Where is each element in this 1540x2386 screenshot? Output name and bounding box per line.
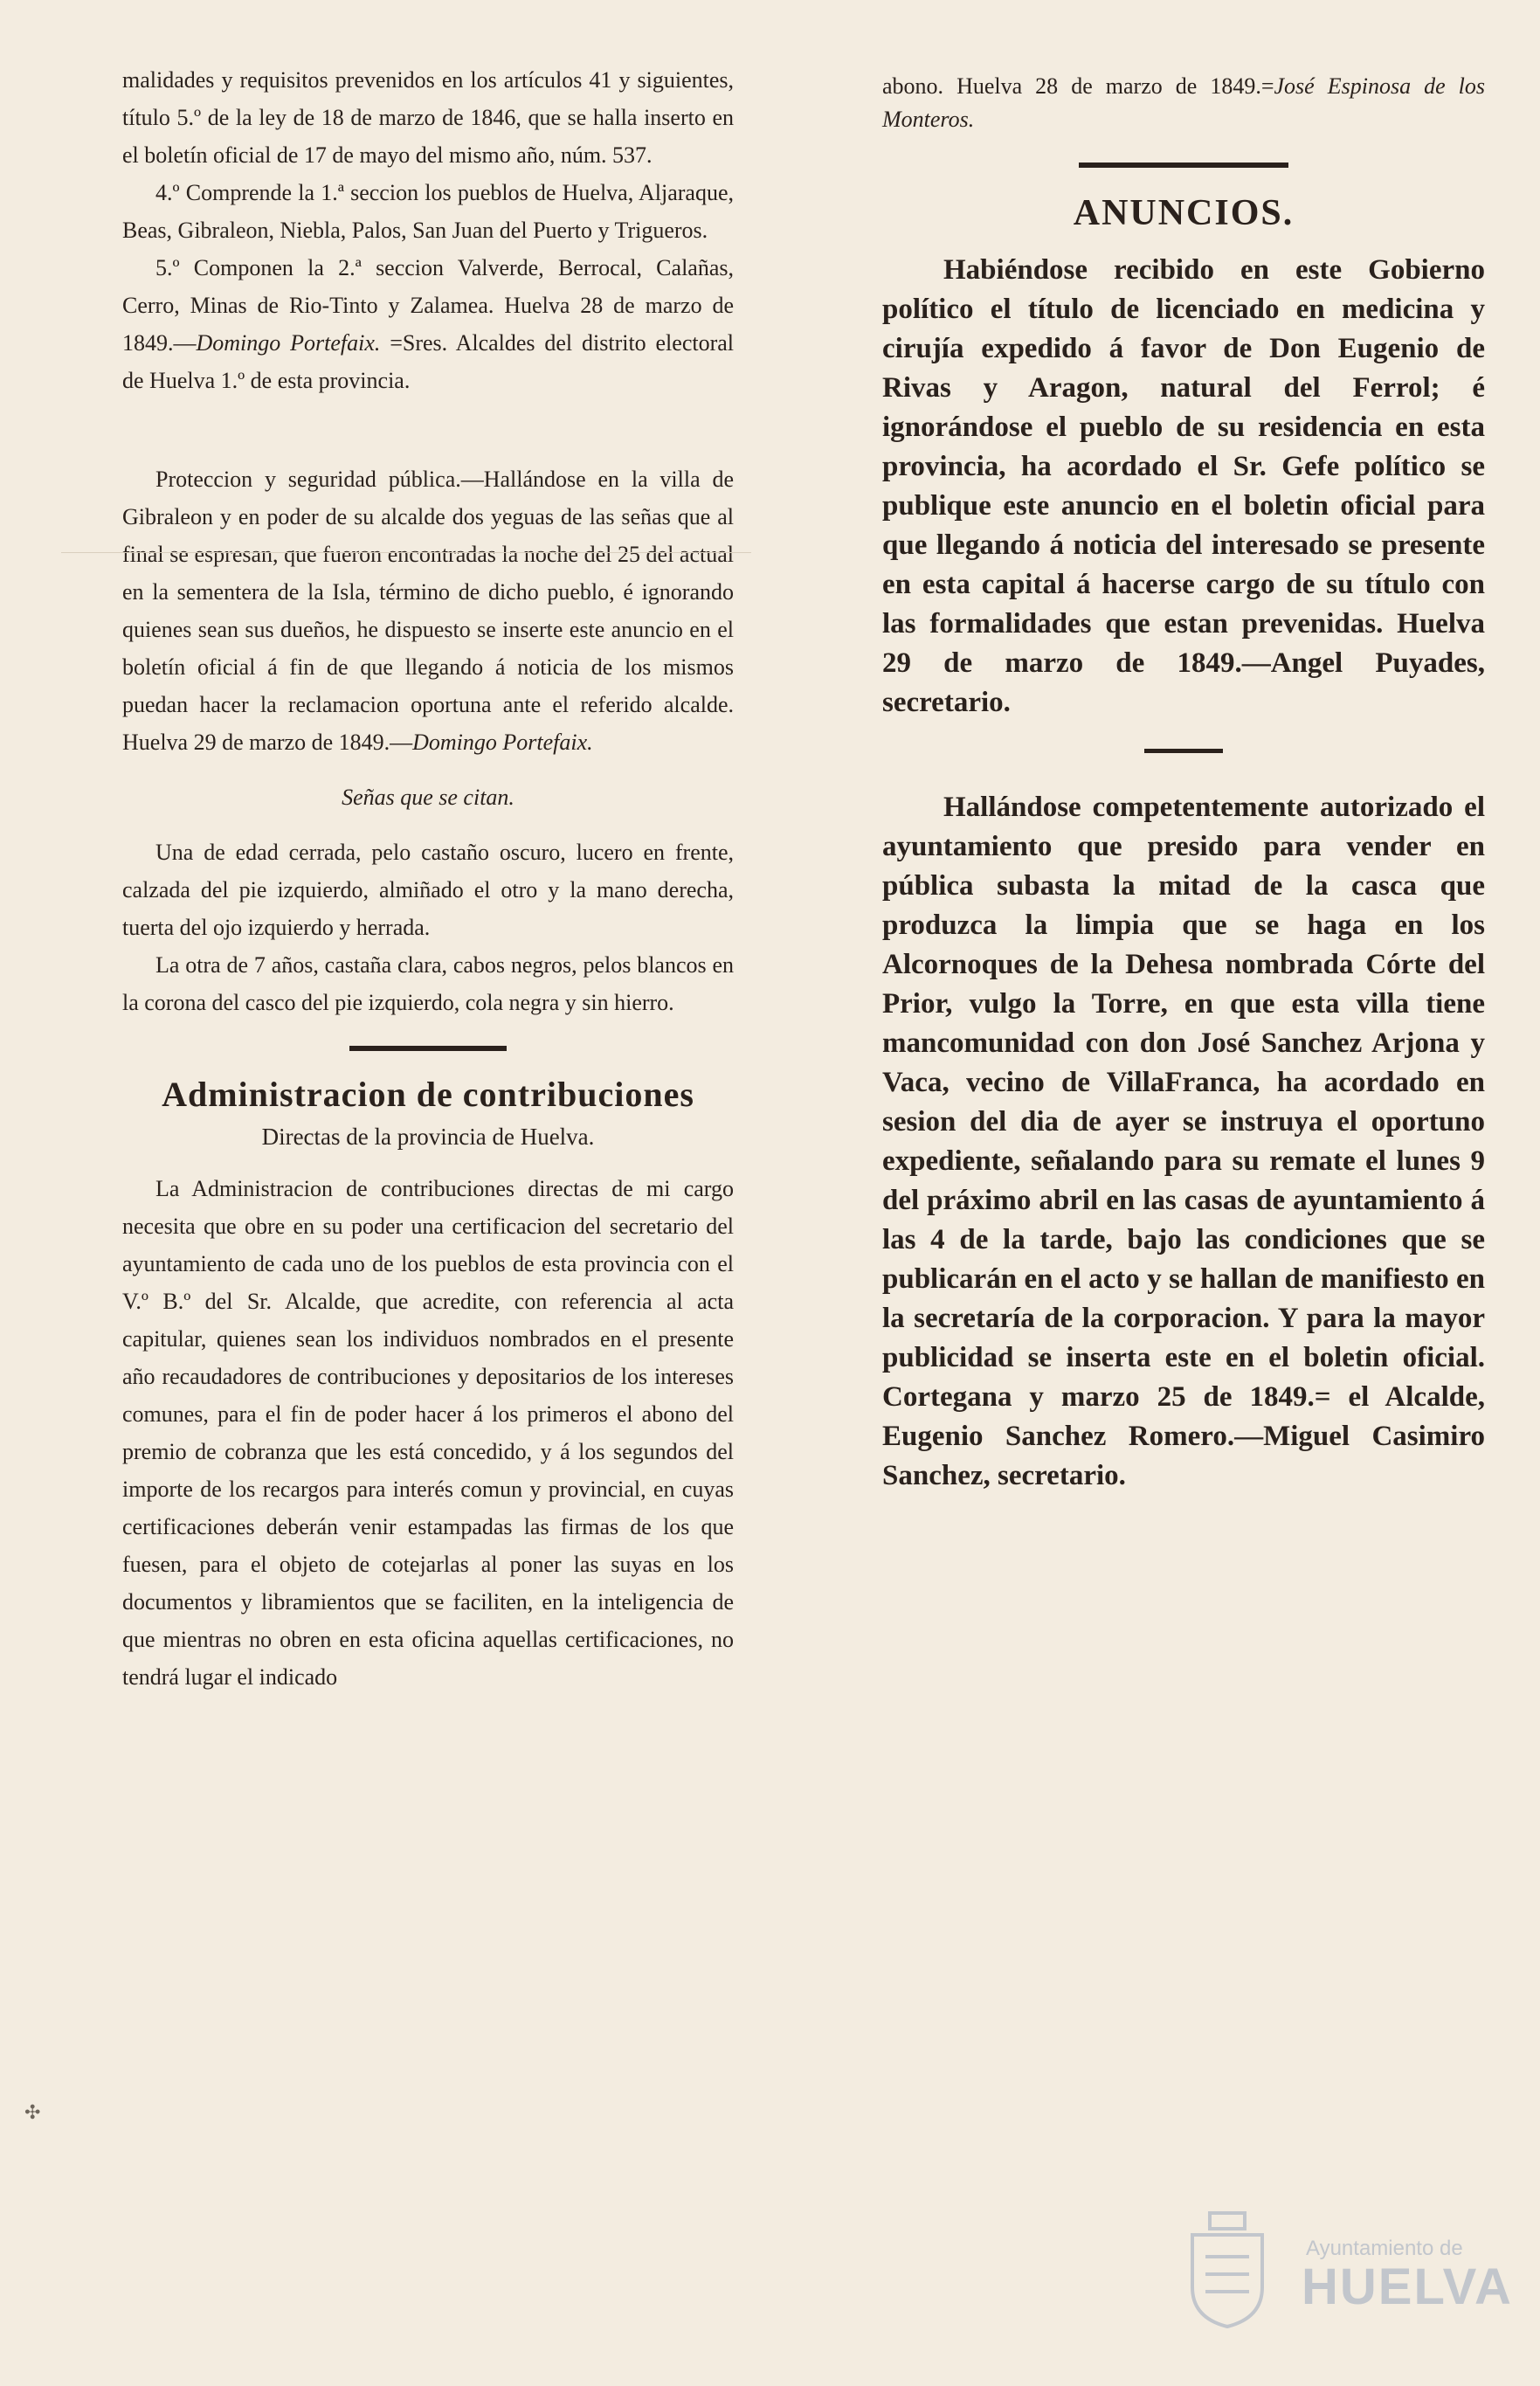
senas-title: Señas que se citan. [342,785,514,810]
anuncio-divider [1144,749,1223,753]
admin-paragraph: La Administracion de contribuciones directas de mi cargo necesita que obre en su poder una certificacion del secretario del ayuntamiento de cada uno de los pueblos de esta provincia con el V.º B.º del Sr. Alcalde, que acredite, con referencia al acta capitular, quienes sean los individuos nombrados en el presente año recaudadores de contribuciones y depositarios de los intereses comunes, para el fin de poder hacer á los primeros el abono del premio de cobranza que les está concedido, y á los segundos del importe de los recargos para interés comun y provincial, en cuyas certificaciones deberán venir estampadas las firmas de los que fuesen, para el objeto de cotejarlas al poner las suyas en los documentos y libramientos que se faciliten, en la inteligencia de que mientras no obren en esta oficina aquellas certificaciones, no tendrá lugar el indicado [122,1176,734,1690]
ink-spot: ✣ [24,2101,41,2123]
senas-1: Una de edad cerrada, pelo castaño oscuro, lucero en frente, calzada del pie izquierdo, almiñado el otro y la mano derecha, tuerta del ojo izquierdo y herrada. [122,840,734,940]
admin-heading: Administracion de contribuciones [162,1075,694,1114]
crest-icon [1175,2209,1280,2331]
proteccion-signer: Domingo Portefaix. [412,730,593,755]
continuation-signer: José Espinosa de los Monteros. [882,73,1486,132]
anuncio-1: Habiéndose recibido en este Gobierno político el título de licenciado en medicina y cirujía expedido á favor de Don Eugenio de Rivas y Aragon, natural del Ferrol; é ignorándose el pueblo de su residencia en esta provincia, ha acordado el Sr. Gefe político se publique este anuncio en el boletin oficial para que llegando á noticia del interesado se presente en esta capital á hacerse cargo de su título con las formalidades que estan prevenidas. Huelva 29 de marzo de 1849.—Angel Puyades, secretario. [882,254,1485,718]
item-4: 4.º Comprende la 1.ª seccion los pueblos de Huelva, Aljaraque, Beas, Gibraleon, Niebla, Palos, San Juan del Puerto y Trigueros. [122,180,734,243]
senas-2: La otra de 7 años, castaña clara, cabos negros, pelos blancos en la corona del casco del pie izquierdo, cola negra y sin hierro. [122,952,734,1015]
watermark-line2: HUELVA [1302,2258,1513,2315]
anuncio-2: Hallándose competentemente autorizado el ayuntamiento que presido para vender en pública subasta la mitad de la casca que produzca la limpia que se haga en los Alcornoques de la Dehesa nombrada Córte del Prior, vulgo la Torre, en que esta villa tiene mancomunidad con don José Sanchez Arjona y Vaca, vecino de VillaFranca, ha acordado en sesion del dia de ayer se instruya el oportuno expediente, señalando para su remate el lunes 9 del práximo abril en las casas de ayuntamiento á las 4 de la tarde, bajo las condiciones que se publicarán en el acto y se hallan de manifiesto en la secretaría de la corporacion. Y para la mayor publicidad se inserta este en el boletin oficial. Cortegana y marzo 25 de 1849.= el Alcalde, Eugenio Sanchez Romero.—Miguel Casimiro Sanchez, secretario. [882,792,1485,1491]
continuation-text: abono. Huelva 28 de marzo de 1849.= [882,73,1274,99]
intro-paragraph: malidades y requisitos prevenidos en los artículos 41 y siguientes, título 5.º de la ley de 18 de marzo de 1846, que se halla inserto en el boletín oficial de 17 de mayo del mismo año, núm. 537. [122,67,734,168]
item-5 [122,249,734,399]
right-column [882,70,1485,1496]
proteccion-text: Proteccion y seguridad pública.—Hallándose en la villa de Gibraleon y en poder de su alcalde dos yeguas de las señas que al final se espresan, que fueron encontradas la noche del 25 del actual en la sementera de la Isla, término de dicho pueblo, é ignorando quienes sean sus dueños, he dispuesto se inserte este anuncio en el boletín oficial á fin de que llegando á noticia de los mismos puedan hacer la reclamacion oportuna ante el referido alcalde. Huelva 29 de marzo de 1849.— [122,467,734,755]
item-5-date: Huelva 28 de marzo de 1849.— [122,293,735,356]
section-divider [349,1046,507,1051]
anuncios-heading: ANUNCIOS. [1073,193,1295,233]
continuation [882,70,1485,136]
anuncios-divider [1079,163,1288,168]
watermark-line1: Ayuntamiento de [1306,2237,1463,2260]
admin-subheading: Directas de la provincia de Huelva. [261,1124,595,1150]
proteccion-paragraph [122,460,734,761]
faint-rule [61,552,751,554]
item-5-signer: Domingo Portefaix. [196,330,381,356]
left-column [122,61,734,1696]
ayuntamiento-logo [1175,2209,1513,2331]
item-5-text: 5.º Componen la 2.ª seccion Valverde, Berrocal, Calañas, Cerro, Minas de Rio-Tinto y Zalamea. [122,255,734,318]
item-5-recipients: =Sres. Alcaldes del distrito electoral de Huelva 1.º de esta provincia. [122,330,735,393]
